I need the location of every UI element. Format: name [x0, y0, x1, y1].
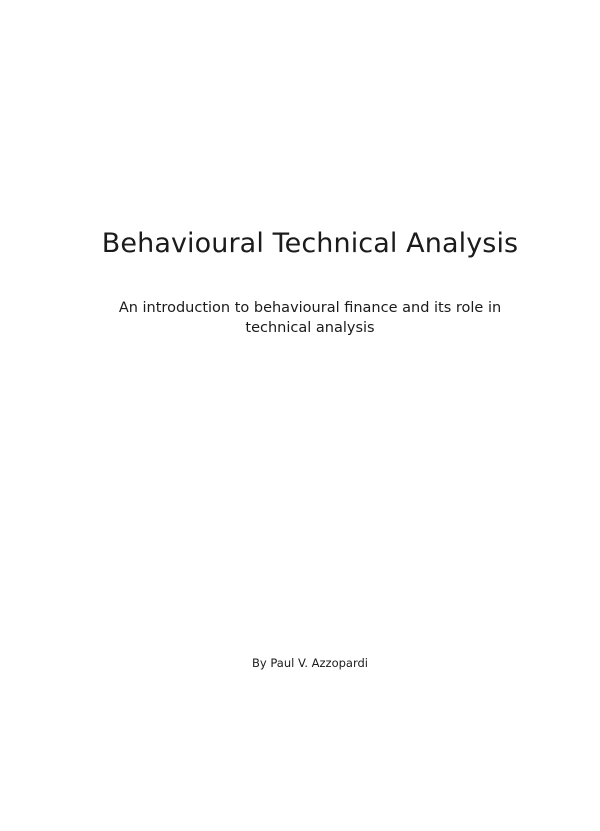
author-byline: By Paul V. Azzopardi — [252, 656, 368, 670]
book-title: Behavioural Technical Analysis — [101, 228, 519, 259]
book-subtitle — [0, 298, 600, 338]
subtitle-line-2: technical analysis — [245, 320, 375, 336]
subtitle-line-1: An introduction to behavioural finance and its role in — [118, 300, 502, 316]
